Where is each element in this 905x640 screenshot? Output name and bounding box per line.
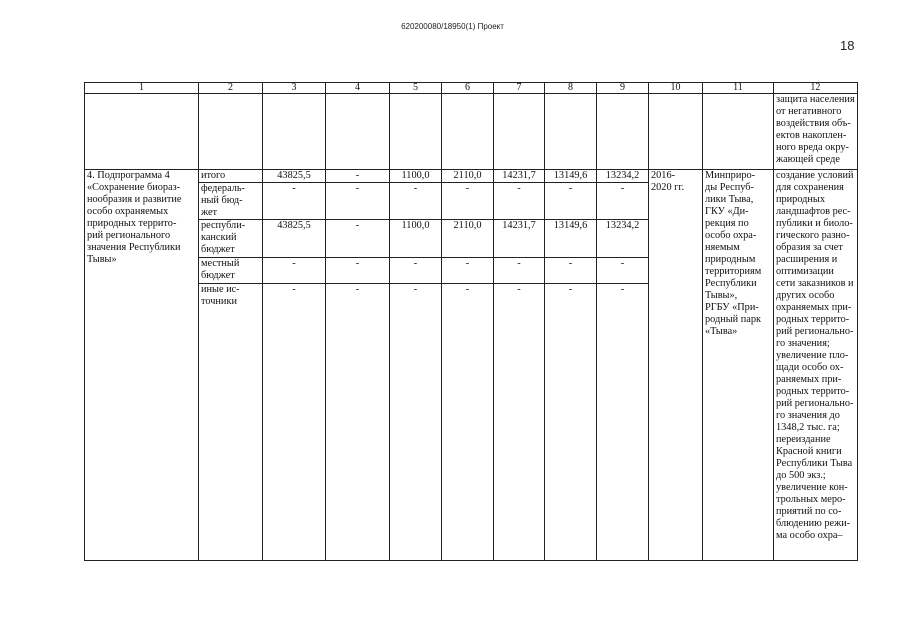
text-line: 2016- (651, 170, 676, 181)
subprogram-name-cell (85, 170, 199, 561)
value-cell: - (326, 170, 390, 183)
text-line: точники (201, 296, 237, 307)
text-line: особо охра- (705, 230, 757, 241)
text-line: рий регионально- (776, 398, 854, 409)
value-cell: - (494, 183, 545, 220)
text-line: рий регионального (87, 230, 171, 241)
text-line: ма особо охра– (776, 530, 843, 541)
text-line: территориям (705, 266, 762, 277)
value-cell: - (597, 183, 649, 220)
value-cell: - (390, 258, 442, 284)
text-line: канский (201, 232, 237, 243)
value-cell: - (326, 284, 390, 561)
text-line: ды Респуб- (705, 182, 754, 193)
text-line: рий регионально- (776, 326, 854, 337)
text-line: РГБУ «При- (705, 302, 759, 313)
text-line: бюджет (201, 244, 235, 255)
funding-source-label (199, 258, 263, 284)
text-line: родных террито- (776, 386, 850, 397)
column-number: 11 (703, 83, 774, 94)
text-line: «Тыва» (705, 326, 738, 337)
column-number: 4 (326, 83, 390, 94)
value-cell: - (494, 258, 545, 284)
text-line: до 500 экз.; (776, 470, 826, 481)
text-line: трольных меро- (776, 494, 846, 505)
column-number: 6 (442, 83, 494, 94)
text-line: Минприро- (705, 170, 756, 181)
text-line: го значения до (776, 410, 840, 421)
value-cell: - (326, 183, 390, 220)
value-cell: - (263, 284, 326, 561)
text-line: образия за счет (776, 242, 843, 253)
funding-row-total (85, 170, 858, 183)
funding-source-label (199, 170, 263, 183)
value-cell: - (494, 284, 545, 561)
column-number: 9 (597, 83, 649, 94)
value-cell: 1100,0 (390, 170, 442, 183)
value-cell: 2110,0 (442, 170, 494, 183)
text-line: природных террито- (87, 218, 177, 229)
text-line: жет (201, 207, 218, 218)
previous-result-cell (774, 94, 858, 170)
text-line: ландшафтов рес- (776, 206, 851, 217)
value-cell: 14231,7 (494, 170, 545, 183)
value-cell: - (326, 258, 390, 284)
text-line: местный (201, 258, 240, 269)
text-line: жающей среде (776, 154, 840, 165)
text-line: раняемых при- (776, 374, 842, 385)
text-line: охраняемых при- (776, 302, 852, 313)
value-cell: 2110,0 (442, 220, 494, 258)
text-line: значения Республики (87, 242, 181, 253)
column-number: 5 (390, 83, 442, 94)
text-line: природных (776, 194, 825, 205)
value-cell: - (263, 183, 326, 220)
value-cell: 13234,2 (597, 170, 649, 183)
text-line: родный парк (705, 314, 761, 325)
text-line: приятий по со- (776, 506, 842, 517)
text-line: федераль- (201, 183, 245, 194)
column-number: 1 (85, 83, 199, 94)
text-line: воздействия объ- (776, 118, 851, 129)
text-line: Тывы», (705, 290, 738, 301)
value-cell: - (442, 284, 494, 561)
value-cell: 43825,5 (263, 220, 326, 258)
text-line: лики Тыва, (705, 194, 754, 205)
funding-source-label (199, 183, 263, 220)
text-line: сети заказников и (776, 278, 854, 289)
value-cell: 1100,0 (390, 220, 442, 258)
text-line: для сохранения (776, 182, 844, 193)
text-line: особо охраняемых (87, 206, 169, 217)
text-line: нообразия и развитие (87, 194, 182, 205)
text-line: публики и биоло- (776, 218, 853, 229)
text-line: ектов накоплен- (776, 130, 847, 141)
text-line: оптимизации (776, 266, 834, 277)
column-number: 10 (649, 83, 703, 94)
value-cell: - (263, 258, 326, 284)
text-line: родных террито- (776, 314, 850, 325)
text-line: увеличение пло- (776, 350, 849, 361)
text-line: ГКУ «Ди- (705, 206, 749, 217)
period-cell (649, 170, 703, 561)
text-line: ного вреда окру- (776, 142, 849, 153)
value-cell: 13149,6 (545, 170, 597, 183)
value-cell: - (390, 183, 442, 220)
value-cell: - (390, 284, 442, 561)
text-line: Красной книги (776, 446, 842, 457)
text-line: 4. Подпрограмма 4 (87, 170, 170, 181)
text-line: увеличение кон- (776, 482, 848, 493)
value-cell: - (597, 258, 649, 284)
text-line: других особо (776, 290, 835, 301)
document-id: 620200080/18950(1) Проект (401, 22, 504, 31)
text-line: создание условий (776, 170, 854, 181)
text-line: блюдению режи- (776, 518, 851, 529)
column-number: 12 (774, 83, 858, 94)
value-cell: - (442, 258, 494, 284)
text-line: защита населения (776, 94, 855, 105)
previous-row-continuation (85, 94, 858, 170)
funding-source-label (199, 220, 263, 258)
expected-result-cell (774, 170, 858, 561)
text-line: Республики (705, 278, 757, 289)
budget-table (84, 82, 858, 561)
text-line: иные ис- (201, 284, 240, 295)
text-line: Республики Тыва (776, 458, 853, 469)
column-number: 3 (263, 83, 326, 94)
funding-source-label (199, 284, 263, 561)
value-cell: - (442, 183, 494, 220)
text-line: рекция по (705, 218, 749, 229)
text-line: республи- (201, 220, 246, 231)
text-line: природным (705, 254, 756, 265)
text-line: гического разно- (776, 230, 850, 241)
text-line: расширения и (776, 254, 838, 265)
text-line: переиздание (776, 434, 831, 445)
value-cell: - (545, 258, 597, 284)
value-cell: - (545, 183, 597, 220)
value-cell: 14231,7 (494, 220, 545, 258)
text-line: щади особо ох- (776, 362, 844, 373)
column-number: 2 (199, 83, 263, 94)
text-line: ный бюд- (201, 195, 243, 206)
text-line: «Сохранение биораз- (87, 182, 181, 193)
value-cell: 13149,6 (545, 220, 597, 258)
text-line: бюджет (201, 270, 235, 281)
text-line: го значения; (776, 338, 830, 349)
text-line: 1348,2 тыс. га; (776, 422, 840, 433)
text-line: 2020 гг. (651, 182, 685, 193)
page-number: 18 (840, 38, 855, 53)
text-line: от негативного (776, 106, 842, 117)
text-line: няемым (705, 242, 740, 253)
value-cell: 13234,2 (597, 220, 649, 258)
value-cell: - (326, 220, 390, 258)
value-cell: 43825,5 (263, 170, 326, 183)
column-number: 8 (545, 83, 597, 94)
executors-cell (703, 170, 774, 561)
text-line: итого (201, 170, 226, 181)
value-cell: - (545, 284, 597, 561)
value-cell: - (597, 284, 649, 561)
column-number-row (85, 83, 858, 94)
column-number: 7 (494, 83, 545, 94)
text-line: Тывы» (87, 254, 117, 265)
